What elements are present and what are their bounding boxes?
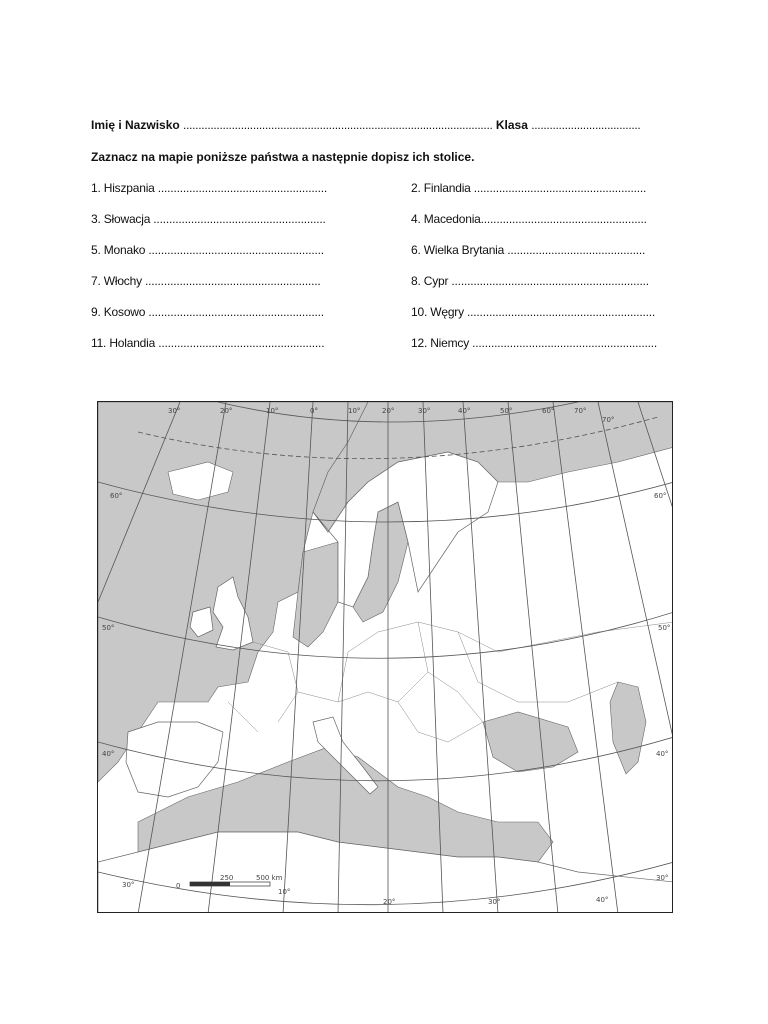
student-name-line[interactable]	[91, 118, 640, 132]
name-label: Imię i Nazwisko	[91, 118, 180, 132]
tick-label: 30°	[656, 874, 669, 882]
class-dots: ....................................	[531, 118, 641, 132]
tick-label: 50°	[658, 624, 671, 632]
list-item[interactable]: 2. Finlandia .......................................................	[411, 181, 647, 195]
country-borders	[228, 622, 673, 742]
tick-label: 30°	[488, 898, 501, 906]
tick-label: 70°	[602, 416, 615, 424]
list-item[interactable]: 12. Niemcy ...........................................................	[411, 336, 658, 350]
class-label: Klasa	[495, 118, 528, 132]
scale-label: 0	[176, 882, 181, 890]
list-item[interactable]: 6. Wielka Brytania ............................................	[411, 243, 646, 257]
tick-label: 20°	[382, 407, 395, 415]
list-item[interactable]: 5. Monako ........................................................	[91, 243, 324, 257]
tick-label: 40°	[102, 750, 115, 758]
list-item[interactable]: 8. Cypr ...............................................................	[411, 274, 649, 288]
tick-label: 50°	[102, 624, 115, 632]
list-item[interactable]: 9. Kosowo ........................................................	[91, 305, 324, 319]
tick-label: 40°	[596, 896, 609, 904]
list-item[interactable]: 1. Hiszpania ......................................................	[91, 181, 328, 195]
tick-label: 0°	[310, 407, 318, 415]
tick-label: 60°	[110, 492, 123, 500]
tick-label: 70°	[574, 407, 587, 415]
instruction-text: Zaznacz na mapie poniższe państwa a następnie dopisz ich stolice.	[91, 150, 475, 164]
tick-label: 40°	[656, 750, 669, 758]
iberian-peninsula	[126, 722, 223, 797]
list-item[interactable]: 10. Węgry ............................................................	[411, 305, 656, 319]
map-svg	[98, 402, 673, 913]
list-item[interactable]: 7. Włochy ........................................................	[91, 274, 321, 288]
tick-label: 50°	[500, 407, 513, 415]
tick-label: 30°	[418, 407, 431, 415]
tick-label: 60°	[654, 492, 667, 500]
caspian-sea	[610, 682, 646, 774]
list-item[interactable]: 11. Holandia .....................................................	[91, 336, 325, 350]
tick-label: 10°	[348, 407, 361, 415]
tick-label: 30°	[168, 407, 181, 415]
tick-label: 10°	[266, 407, 279, 415]
list-item[interactable]: 4. Macedonia.....................................................	[411, 212, 647, 226]
list-item[interactable]: 3. Słowacja .......................................................	[91, 212, 326, 226]
scale-label: 500 km	[256, 874, 283, 882]
tick-label: 60°	[542, 407, 555, 415]
tick-label: 20°	[220, 407, 233, 415]
europe-outline-map[interactable]	[97, 401, 673, 913]
tick-label: 20°	[383, 898, 396, 906]
tick-label: 40°	[458, 407, 471, 415]
tick-label: 30°	[122, 881, 135, 889]
black-sea	[483, 712, 578, 772]
tick-label: 10°	[278, 888, 291, 896]
scale-label: 250	[220, 874, 234, 882]
name-dots: ......................................................................................................	[183, 118, 493, 132]
